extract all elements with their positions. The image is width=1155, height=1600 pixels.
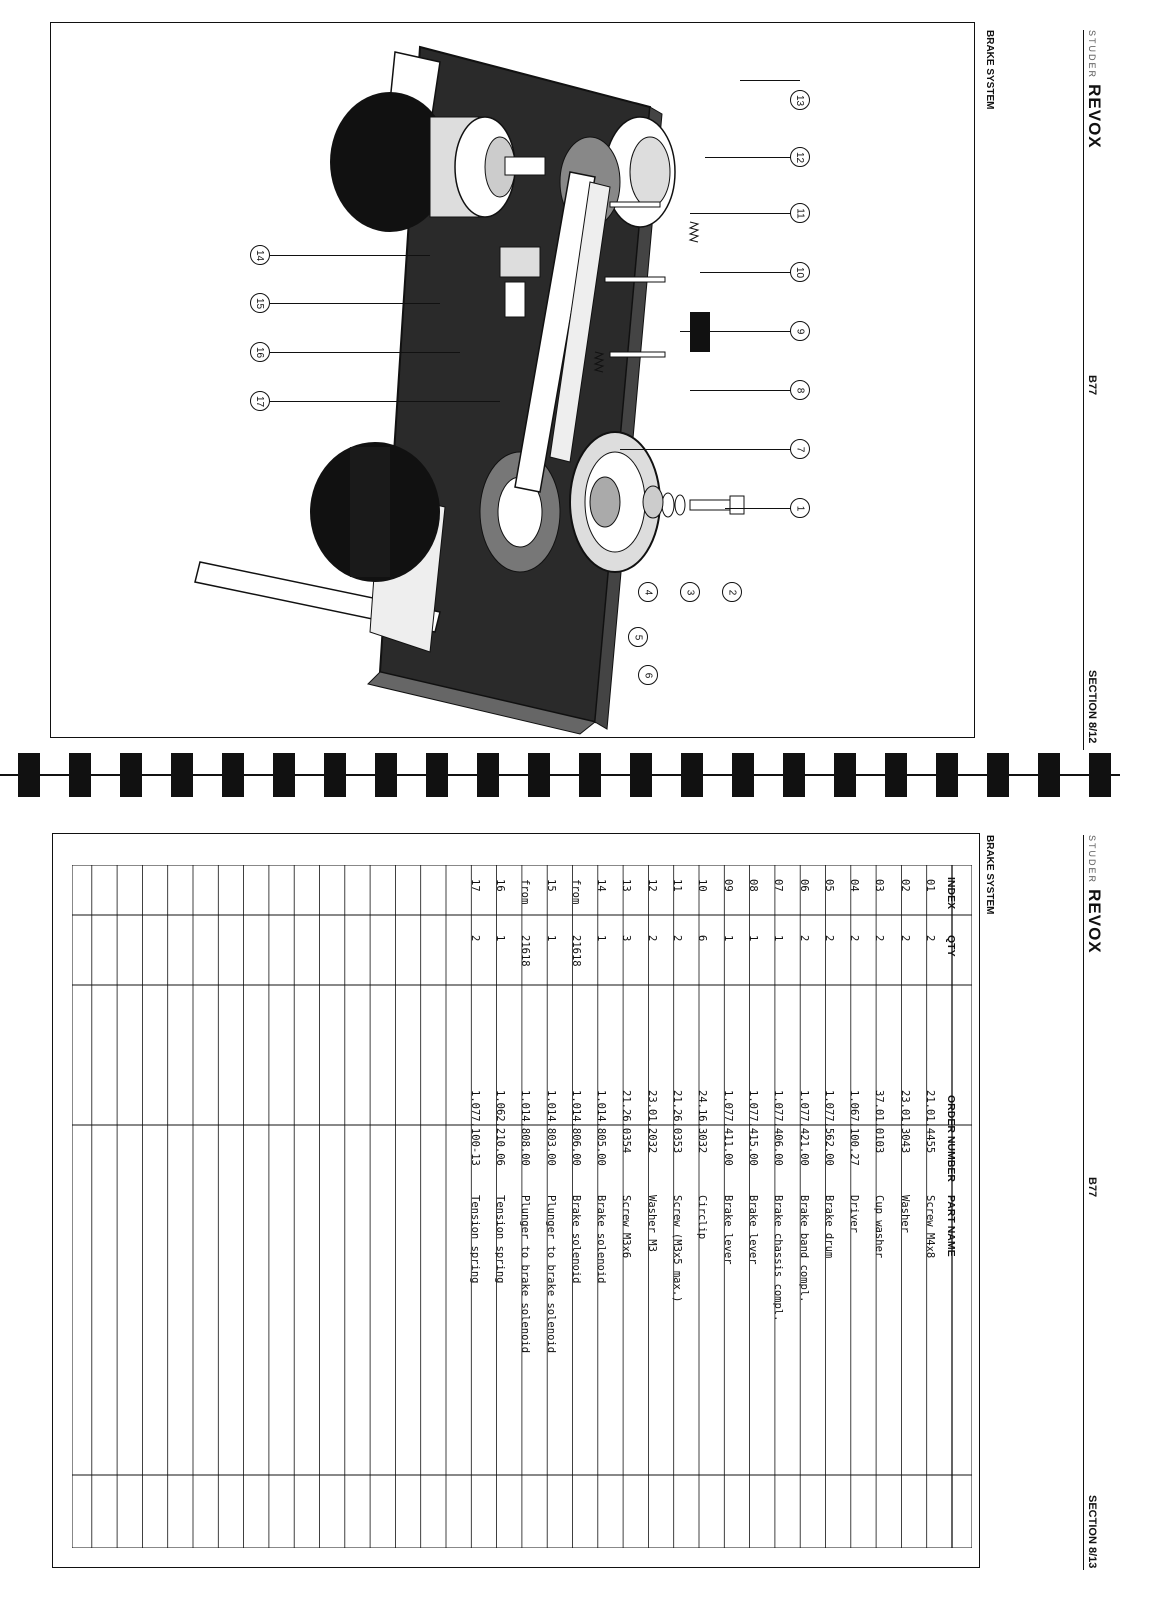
binding-loop [171,753,193,797]
leader-line [690,213,797,214]
top-brand [1084,30,1104,149]
row-qty: 21618 [519,935,532,967]
binding-loop [681,753,703,797]
binding-loop [987,753,1009,797]
row-part-name: Brake solenoid [569,1195,582,1284]
brake-system-drawing [50,22,975,738]
parts-table [72,865,972,1548]
bottom-brand-prefix: STUDER [1087,835,1097,885]
row-order-number: 1.077.406.00 [772,1090,785,1166]
row-order-number: 21.26.0353 [671,1090,683,1154]
callout-5: 5 [628,627,648,647]
row-part-name: Driver [848,1195,861,1233]
row-order-number: 1.014.803.00 [544,1090,557,1166]
row-part-name: Tension spring [468,1195,481,1284]
row-part-name: Screw M4x8 [924,1195,936,1259]
callout-6: 6 [638,665,658,685]
bottom-brand [1084,835,1104,954]
binding-loop [375,753,397,797]
binding-loop [579,753,601,797]
binding-loop [630,753,652,797]
header-qty: QTY [945,935,957,957]
binding-loop [834,753,856,797]
binding-loop [426,753,448,797]
row-index: 12 [645,879,658,892]
row-qty: 1 [746,935,759,942]
bottom-model: B77 [1086,1177,1098,1198]
callout-17: 17 [250,391,270,411]
callout-7: 7 [790,439,810,459]
callout-14: 14 [250,245,270,265]
row-part-name: Circlip [696,1195,709,1240]
leader-line [700,272,797,273]
spiral-binding [0,745,1155,805]
row-order-number: 1.067.100.27 [848,1090,861,1166]
callout-3: 3 [680,582,700,602]
top-brand-name: REVOX [1085,84,1104,149]
row-order-number: 1.077.562.00 [822,1090,835,1166]
row-index: from [519,879,532,905]
row-qty: 3 [620,935,633,942]
callout-15: 15 [250,293,270,313]
binding-loop [528,753,550,797]
row-part-name: Screw M3x6 [620,1195,633,1259]
binding-loop [18,753,40,797]
bottom-section: SECTION 8/13 [1086,1495,1098,1569]
row-index: 16 [493,879,506,892]
row-part-name: Cup washer [873,1195,886,1259]
callout-9: 9 [790,321,810,341]
leader-line [270,401,500,402]
row-index: 07 [772,879,785,892]
row-index: 14 [595,879,608,892]
row-order-number: 23.01.3043 [898,1090,911,1154]
binding-loop [69,753,91,797]
row-qty: 1 [544,935,557,942]
row-order-number: 23.01.2032 [645,1090,658,1154]
binding-loop [222,753,244,797]
row-order-number: 1.077.421.00 [797,1090,810,1166]
header-order: ORDER NUMBER [945,1095,957,1182]
leader-line [270,303,440,304]
row-order-number: 21.26.0354 [620,1090,633,1154]
header-index: INDEX [945,877,957,910]
row-order-number: 1.014.808.00 [519,1090,532,1166]
row-qty: 2 [645,935,658,942]
row-index: 10 [696,879,709,892]
row-qty: 2 [873,935,886,942]
leader-line [680,331,797,332]
binding-loop [1038,753,1060,797]
top-brand-prefix: STUDER [1087,30,1097,80]
row-part-name: Tension spring [493,1195,506,1284]
row-qty: 21618 [569,935,582,967]
top-caption: BRAKE SYSTEM [984,30,995,110]
row-order-number: 1.077.415.00 [746,1090,759,1166]
row-part-name: Brake band compl. [797,1195,810,1303]
bottom-page [0,805,1155,1600]
binding-loop [120,753,142,797]
binding-loop [273,753,295,797]
callout-13: 13 [790,90,810,110]
top-section: SECTION 8/12 [1086,670,1098,744]
top-page [0,0,1155,760]
row-part-name: Washer M3 [645,1195,658,1252]
binding-loop [732,753,754,797]
row-qty: 2 [671,935,683,942]
row-order-number: 1.077.100-13 [468,1090,481,1166]
row-qty: 6 [696,935,709,942]
row-order-number: 1.014.806.00 [569,1090,582,1166]
row-index: 09 [721,879,734,892]
header-name: PART NAME [945,1195,957,1257]
leader-line [690,390,797,391]
callout-16: 16 [250,342,270,362]
row-index: 15 [544,879,557,892]
bottom-brand-name: REVOX [1085,889,1104,954]
row-index: 11 [671,879,683,892]
row-order-number: 21.01.4455 [924,1090,936,1154]
row-qty: 1 [493,935,506,942]
row-order-number: 1.062.210.06 [493,1090,506,1166]
row-part-name: Plunger to brake solenoid [519,1195,532,1354]
row-qty: 2 [898,935,911,942]
row-part-name: Brake drum [822,1195,835,1259]
callout-4: 4 [638,582,658,602]
leader-line [620,449,797,450]
leader-line [270,255,430,256]
row-part-name: Brake solenoid [595,1195,608,1284]
row-order-number: 37.01.0103 [873,1090,886,1154]
row-index: 13 [620,879,633,892]
binding-loop [783,753,805,797]
bottom-caption: BRAKE SYSTEM [984,835,995,915]
row-order-number: 1.014.805.00 [595,1090,608,1166]
row-part-name: Washer [898,1195,911,1233]
row-qty: 2 [848,935,861,942]
callout-10: 10 [790,262,810,282]
row-order-number: 1.077.411.00 [721,1090,734,1166]
row-index: 06 [797,879,810,892]
callout-12: 12 [790,147,810,167]
callout-2: 2 [722,582,742,602]
row-qty: 1 [772,935,785,942]
leader-line [705,157,797,158]
row-index: 05 [822,879,835,892]
row-qty: 2 [924,935,936,942]
top-model: B77 [1086,375,1098,396]
row-qty: 2 [822,935,835,942]
leader-line [740,80,800,81]
row-index: from [569,879,582,905]
binding-loop [936,753,958,797]
callout-11: 11 [790,203,810,223]
row-part-name: Plunger to brake solenoid [544,1195,557,1354]
row-index: 03 [873,879,886,892]
binding-loop [324,753,346,797]
callout-8: 8 [790,380,810,400]
row-index: 08 [746,879,759,892]
row-index: 01 [924,879,936,892]
callout-1: 1 [790,498,810,518]
row-qty: 2 [797,935,810,942]
row-index: 04 [848,879,861,892]
binding-loop [477,753,499,797]
row-part-name: Brake lever [746,1195,759,1265]
row-part-name: Brake chassis compl. [772,1195,785,1322]
row-qty: 2 [468,935,481,942]
binding-strip [0,745,1155,805]
binding-loop [885,753,907,797]
row-order-number: 24.16.3032 [696,1090,709,1154]
binding-loop [1089,753,1111,797]
row-qty: 1 [595,935,608,942]
leader-line [270,352,460,353]
row-part-name: Brake lever [721,1195,734,1265]
row-index: 02 [898,879,911,892]
row-qty: 1 [721,935,734,942]
row-index: 17 [468,879,481,892]
row-part-name: Screw (M3x5 max.) [671,1195,683,1303]
leader-line [725,508,797,509]
